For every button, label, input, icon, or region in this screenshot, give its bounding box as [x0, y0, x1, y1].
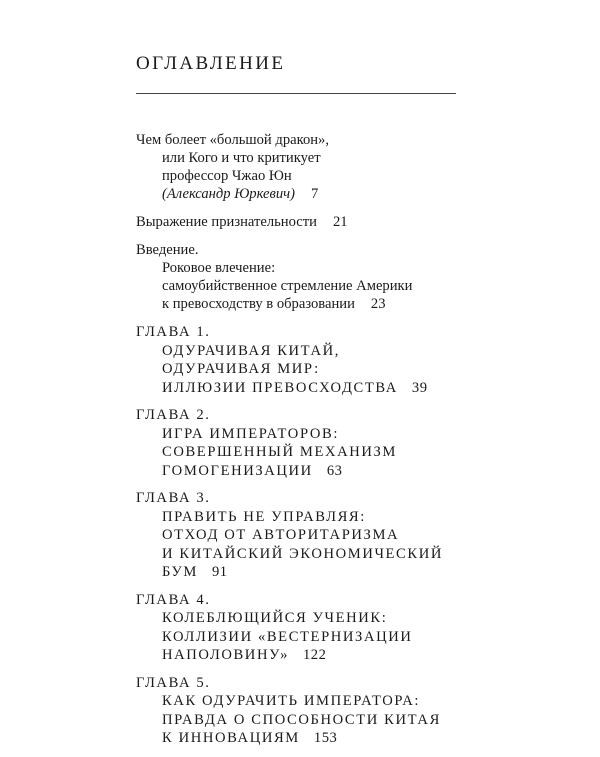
toc-page-number: 7 — [310, 186, 319, 202]
chapter-title-line: ОДУРАЧИВАЯ КИТАЙ, — [162, 342, 340, 359]
toc-page-number: 21 — [332, 214, 348, 230]
chapter-title-line — [136, 462, 466, 481]
toc-page-number: 23 — [370, 296, 386, 312]
toc-entry-line: профессор Чжао Юн — [162, 168, 292, 184]
table-of-contents — [136, 131, 466, 757]
chapter-title-line — [136, 646, 466, 665]
page-title: ОГЛАВЛЕНИЕ — [136, 53, 286, 74]
toc-chapter-2[interactable] — [136, 406, 466, 480]
chapter-title-line: И КИТАЙСКИЙ ЭКОНОМИЧЕСКИЙ — [162, 545, 444, 562]
toc-entry-foreword[interactable] — [136, 131, 466, 203]
chapter-title-line: КАК ОДУРАЧИТЬ ИМПЕРАТОРА: — [162, 693, 421, 709]
chapter-title-line — [136, 563, 466, 582]
toc-entry-line: Роковое влечение: — [162, 260, 276, 276]
toc-entry-line: Чем болеет «большой дракон», — [136, 132, 329, 148]
chapter-label: ГЛАВА 5. — [136, 674, 211, 691]
toc-entry-author: (Александр Юркевич) — [162, 186, 295, 202]
chapter-title-line: ПРАВИТЬ НЕ УПРАВЛЯЯ: — [162, 508, 366, 525]
chapter-title-text: НАПОЛОВИНУ» — [162, 647, 289, 663]
chapter-label: ГЛАВА 2. — [136, 407, 211, 423]
toc-entry-title: Выражение признательности — [136, 214, 317, 230]
chapter-title-text: К ИННОВАЦИЯМ — [162, 730, 300, 746]
chapter-title-text: ГОМОГЕНИЗАЦИИ — [162, 462, 313, 479]
toc-entry-line: Введение. — [136, 242, 199, 258]
chapter-title-line: КОЛЕБЛЮЩИЙСЯ УЧЕНИК: — [162, 610, 388, 626]
toc-entry-line — [136, 213, 466, 231]
toc-chapter-1[interactable] — [136, 323, 466, 397]
toc-chapter-5[interactable] — [136, 674, 466, 748]
chapter-label: ГЛАВА 1. — [136, 324, 211, 340]
chapter-title-text: БУМ — [162, 564, 198, 580]
toc-entry-line — [136, 295, 466, 313]
title-divider — [136, 93, 456, 94]
chapter-title-line — [136, 379, 466, 398]
chapter-label: ГЛАВА 4. — [136, 591, 211, 608]
toc-chapter-4[interactable] — [136, 591, 466, 665]
chapter-title-line: ОТХОД ОТ АВТОРИТАРИЗМА — [162, 527, 400, 543]
chapter-title-line: СОВЕРШЕННЫЙ МЕХАНИЗМ — [162, 444, 398, 460]
toc-page-number: 153 — [313, 730, 338, 746]
toc-page-number: 39 — [411, 379, 428, 396]
toc-page-number: 91 — [211, 564, 228, 580]
chapter-title-line — [136, 729, 466, 748]
toc-entry-line — [136, 185, 466, 203]
chapter-title-line: ПРАВДА О СПОСОБНОСТИ КИТАЯ — [162, 711, 441, 728]
chapter-title-line: КОЛЛИЗИИ «ВЕСТЕРНИЗАЦИИ — [162, 628, 413, 645]
toc-entry-acknowledgements[interactable] — [136, 213, 466, 231]
toc-entry-line: или Кого и что критикует — [162, 150, 321, 166]
toc-entry-line: самоубийственное стремление Америки — [162, 278, 413, 294]
chapter-label: ГЛАВА 3. — [136, 490, 211, 506]
chapter-title-line: ОДУРАЧИВАЯ МИР: — [162, 361, 320, 377]
toc-entry-title: к превосходству в образовании — [162, 296, 355, 312]
toc-entry-introduction[interactable] — [136, 241, 466, 313]
chapter-title-text: ИЛЛЮЗИИ ПРЕВОСХОДСТВА — [162, 379, 398, 396]
toc-page-number: 63 — [326, 462, 343, 479]
chapter-title-line: ИГРА ИМПЕРАТОРОВ: — [162, 425, 339, 442]
toc-chapter-3[interactable] — [136, 489, 466, 582]
toc-page-number: 122 — [303, 647, 327, 663]
